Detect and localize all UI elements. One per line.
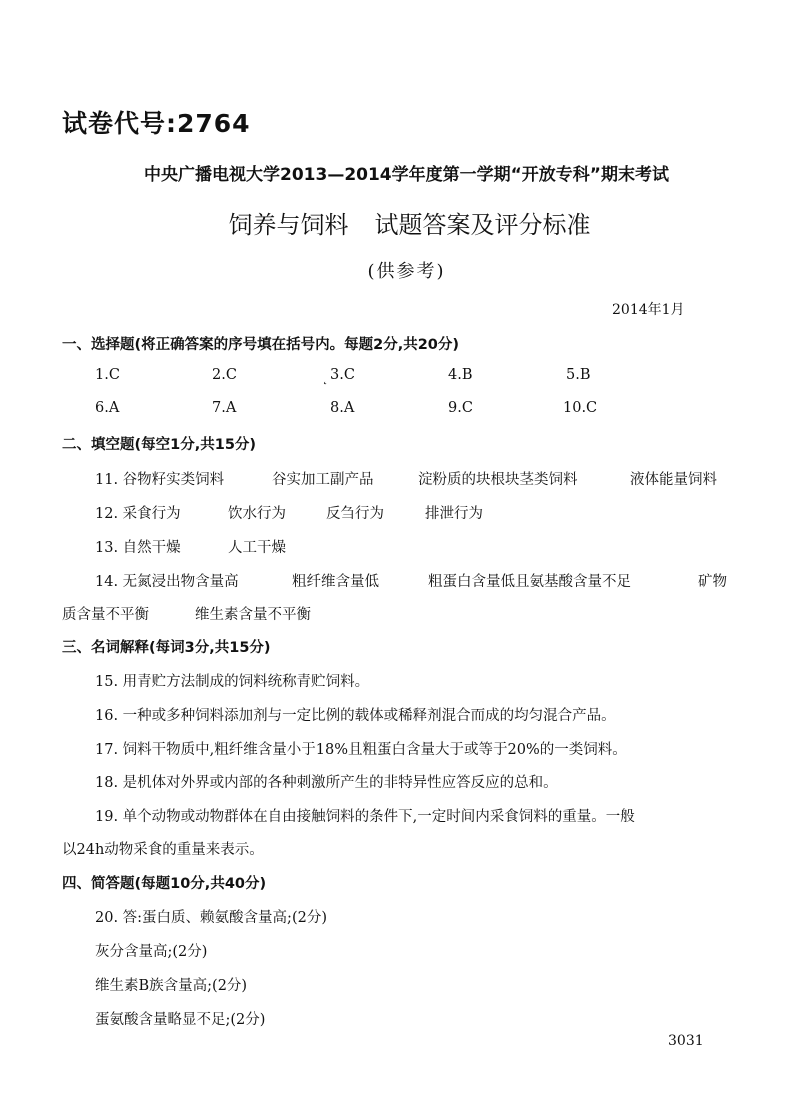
section1-heading: 一、选择题(将正确答案的序号填在括号内。每题2分,共20分) — [62, 337, 460, 353]
answer-item: 1.C — [95, 367, 120, 383]
answer-item: 2.C — [212, 367, 237, 383]
answer-q20-line3: 维生素B族含量高;(2分) — [95, 978, 248, 994]
answer-text: 饮水行为 — [228, 506, 286, 522]
definition-q17: 17. 饲料干物质中,粗纤维含量小于18%且粗蛋白含量大于或等于20%的一类饲料。 — [95, 742, 627, 758]
answer-text: 14. 无氮浸出物含量高 — [95, 574, 239, 590]
stray-mark: ˛ — [322, 371, 328, 385]
answer-text: 反刍行为 — [326, 506, 384, 522]
definition-q16: 16. 一种或多种饲料添加剂与一定比例的载体或稀释剂混合而成的均匀混合产品。 — [95, 708, 616, 724]
answer-item: 6.A — [95, 400, 120, 416]
definition-q19-cont: 以24h动物采食的重量来表示。 — [62, 842, 264, 858]
definition-q18: 18. 是机体对外界或内部的各种刺激所产生的非特异性应答反应的总和。 — [95, 775, 558, 791]
answer-item: 10.C — [563, 400, 598, 416]
answer-item: 5.B — [566, 367, 591, 383]
answer-text: 液体能量饲料 — [630, 472, 717, 488]
answer-text: 11. 谷物籽实类饲料 — [95, 472, 225, 488]
answer-q20-line2: 灰分含量高;(2分) — [95, 944, 208, 960]
answer-text: 13. 自然干燥 — [95, 540, 181, 556]
section3-heading: 三、名词解释(每词3分,共15分) — [62, 640, 271, 656]
exam-header: 中央广播电视大学2013—2014学年度第一学期“开放专科”期末考试 — [144, 165, 669, 185]
answer-item: 7.A — [212, 400, 237, 416]
answer-text: 矿物 — [698, 574, 727, 590]
page-number: 3031 — [668, 1033, 704, 1049]
answer-item: 4.B — [448, 367, 473, 383]
title-rest: 试题答案及评分标准 — [374, 211, 591, 239]
section4-heading: 四、简答题(每题10分,共40分) — [62, 876, 267, 892]
answer-text: 质含量不平衡 — [62, 607, 149, 623]
answer-text: 粗蛋白含量低且氨基酸含量不足 — [428, 574, 631, 590]
answer-item: 8.A — [330, 400, 355, 416]
title-course: 饲养与饲料 — [228, 211, 349, 239]
definition-q19: 19. 单个动物或动物群体在自由接触饲料的条件下,一定时间内采食饲料的重量。一般 — [95, 809, 635, 825]
exam-code: 试卷代号:2764 — [62, 109, 251, 138]
exam-date: 2014年1月 — [612, 302, 685, 318]
answer-text: 谷实加工副产品 — [272, 472, 374, 488]
answer-text: 人工干燥 — [228, 540, 286, 556]
answer-text: 维生素含量不平衡 — [195, 607, 311, 623]
subtitle: (供参考) — [367, 261, 446, 282]
definition-q15: 15. 用青贮方法制成的饲料统称青贮饲料。 — [95, 674, 370, 690]
page-title — [0, 205, 801, 240]
answer-text: 粗纤维含量低 — [292, 574, 379, 590]
answer-text: 淀粉质的块根块茎类饲料 — [418, 472, 578, 488]
answer-text: 排泄行为 — [425, 506, 483, 522]
answer-q20-line1: 20. 答:蛋白质、赖氨酸含量高;(2分) — [95, 910, 327, 926]
answer-text: 12. 采食行为 — [95, 506, 181, 522]
answer-item: 3.C — [330, 367, 355, 383]
answer-item: 9.C — [448, 400, 473, 416]
answer-q20-line4: 蛋氨酸含量略显不足;(2分) — [95, 1012, 266, 1028]
section2-heading: 二、填空题(每空1分,共15分) — [62, 437, 257, 453]
